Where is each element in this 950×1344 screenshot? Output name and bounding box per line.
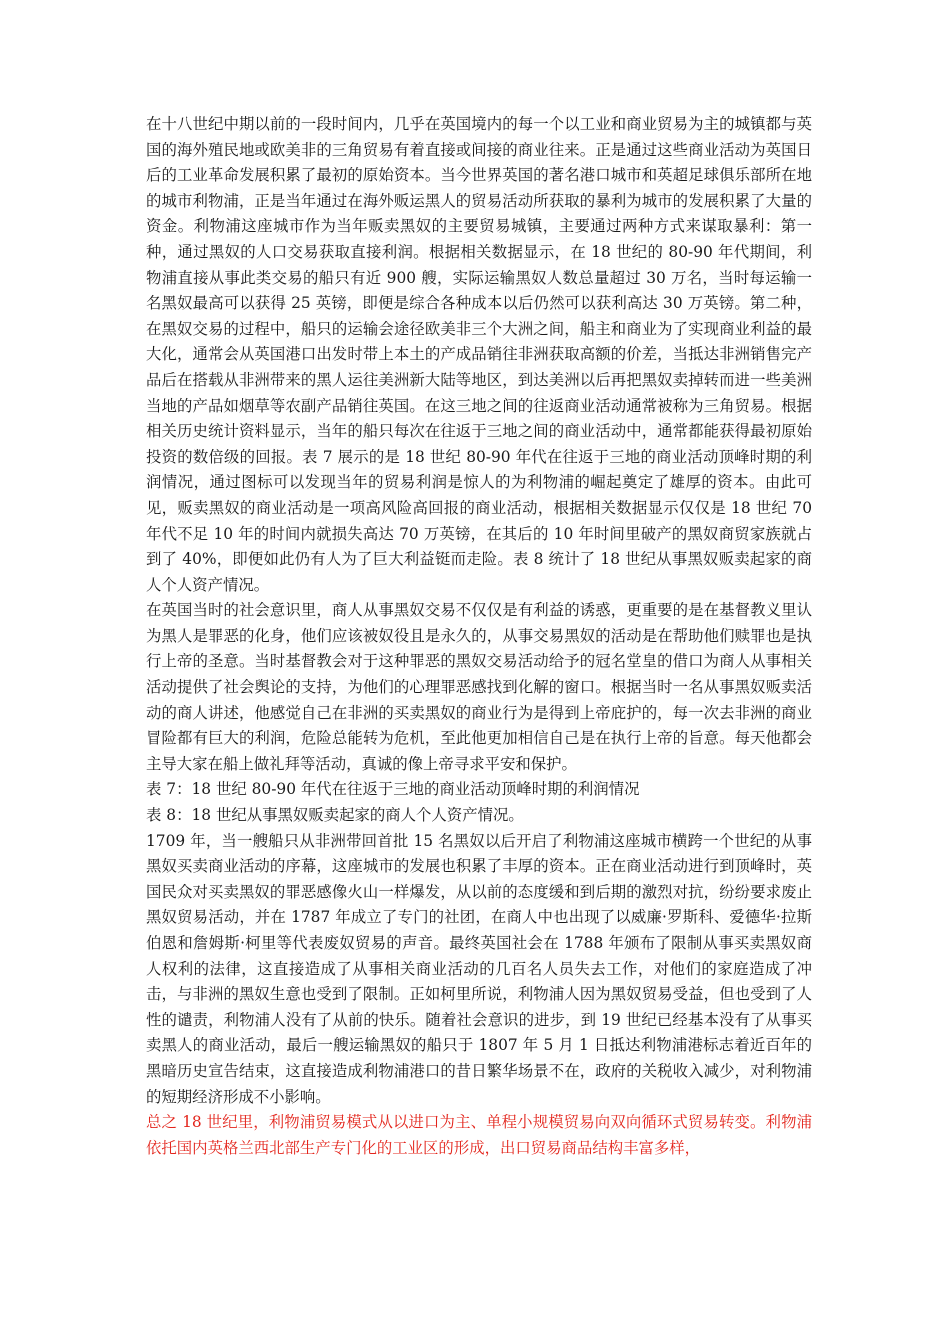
paragraph-abolition-history: 1709 年，当一艘船只从非洲带回首批 15 名黑奴以后开启了利物浦这座城市横跨一个世纪的从事黑奴买卖商业活动的序幕，这座城市的发展也积累了丰厚的资本。正在商业活动进行到顶峰时，英国民众对买卖黑奴的罪恶感像火山一样爆发，从以前的态度缓和到后期的激烈对抗，纷纷要求废止黑奴贸易活动，并在 1787 年成立了专门的社团，在商人中也出现了以威廉·罗斯科、爱德华·拉斯伯恩和詹姆斯·柯里等代表废奴贸易的声音。最终英国社会在 1788 年颁布了限制从事买卖黑奴商人权利的法律，这直接造成了从事相关商业活动的几百名人员失去工作，对他们的家庭造成了冲击，与非洲的黑奴生意也受到了限制。正如柯里所说，利物浦人因为黑奴贸易受益，但也受到了人性的谴责，利物浦人没有了从前的快乐。随着社会意识的进步，到 19 世纪已经基本没有了从事买卖黑人的商业活动，最后一艘运输黑奴的船只于 1807 年 5 月 1 日抵达利物浦港标志着近百年的黑暗历史宣告结束，这直接造成利物浦港口的昔日繁华场景不在，政府的关税收入减少，对利物浦的短期经济形成不小影响。: [146, 831, 812, 1106]
paragraph-summary-highlighted: 总之 18 世纪里，利物浦贸易模式从以进口为主、单程小规模贸易向双向循环式贸易转变。利物浦依托国内英格兰西北部生产专门化的工业区的形成，出口贸易商品结构丰富多样，: [146, 1113, 812, 1157]
paragraph-religious-justification: 在英国当时的社会意识里，商人从事黑奴交易不仅仅是有利益的诱惑，更重要的是在基督教义里认为黑人是罪恶的化身，他们应该被奴役且是永久的，从事交易黑奴的活动是在帮助他们赎罪也是执行上帝的圣意。当时基督教会对于这种罪恶的黑奴交易活动给予的冠名堂皇的借口为商人从事相关活动提供了社会舆论的支持，为他们的心理罪恶感找到化解的窗口。根据当时一名从事黑奴贩卖活动的商人讲述，他感觉自己在非洲的买卖黑奴的商业行为是得到上帝庇护的，每一次去非洲的商业冒险都有巨大的利润，危险总能转为危机，至此他更加相信自己是在执行上帝的旨意。每天他都会主导大家在船上做礼拜等活动，真诚的像上帝寻求平安和保护。: [146, 601, 812, 773]
paragraph-liverpool-slave-trade-profits: 在十八世纪中期以前的一段时间内，几乎在英国境内的每一个以工业和商业贸易为主的城镇都与英国的海外殖民地或欧美非的三角贸易有着直接或间接的商业往来。正是通过这些商业活动为英国日后的工业革命发展积累了最初的原始资本。当今世界英国的著名港口城市和英超足球俱乐部所在地的城市利物浦，正是当年通过在海外贩运黑人的贸易活动所获取的暴利为城市的发展积累了大量的资金。利物浦这座城市作为当年贩卖黑奴的主要贸易城镇，主要通过两种方式来谋取暴利：第一种，通过黑奴的人口交易获取直接利润。根据相关数据显示，在 18 世纪的 80-90 年代期间，利物浦直接从事此类交易的船只有近 900 艘，实际运输黑奴人数总量超过 30 万名，当时每运输一名黑奴最高可以获得 25 英镑，即便是综合各种成本以后仍然可以获利高达 30 万英镑。第二种，在黑奴交易的过程中，船只的运输会途径欧美非三个大洲之间，船主和商业为了实现商业利益的最大化，通常会从英国港口出发时带上本土的产成品销往非洲获取高额的价差，当抵达非洲销售完产品后在搭载从非洲带来的黑人运往美洲新大陆等地区，到达美洲以后再把黑奴卖掉转而进一些美洲当地的产品如烟草等农副产品销往英国。在这三地之间的往返商业活动通常被称为三角贸易。根据相关历史统计资料显示，当年的船只每次在往返于三地之间的商业活动中，通常都能获得最初原始投资的数倍级的回报。表 7 展示的是 18 世纪 80-90 年代在往返于三地的商业活动顶峰时期的利润情况，通过图标可以发现当年的贸易利润是惊人的为利物浦的崛起奠定了雄厚的资本。由此可见，贩卖黑奴的商业活动是一项高风险高回报的商业活动，根据相关数据显示仅仅是 18 世纪 70 年代不足 10 年的时间内就损失高达 70 万英镑，在其后的 10 年时间里破产的黑奴商贸家族就占到了 40%，即便如此仍有人为了巨大利益铤而走险。表 8 统计了 18 世纪从事黑奴贩卖起家的商人个人资产情况。: [146, 115, 812, 594]
table-8-caption: 表 8：18 世纪从事黑奴贩卖起家的商人个人资产情况。: [146, 806, 524, 825]
document-body: [146, 112, 812, 1161]
table-7-caption: 表 7：18 世纪 80-90 年代在往返于三地的商业活动顶峰时期的利润情况: [146, 780, 640, 799]
